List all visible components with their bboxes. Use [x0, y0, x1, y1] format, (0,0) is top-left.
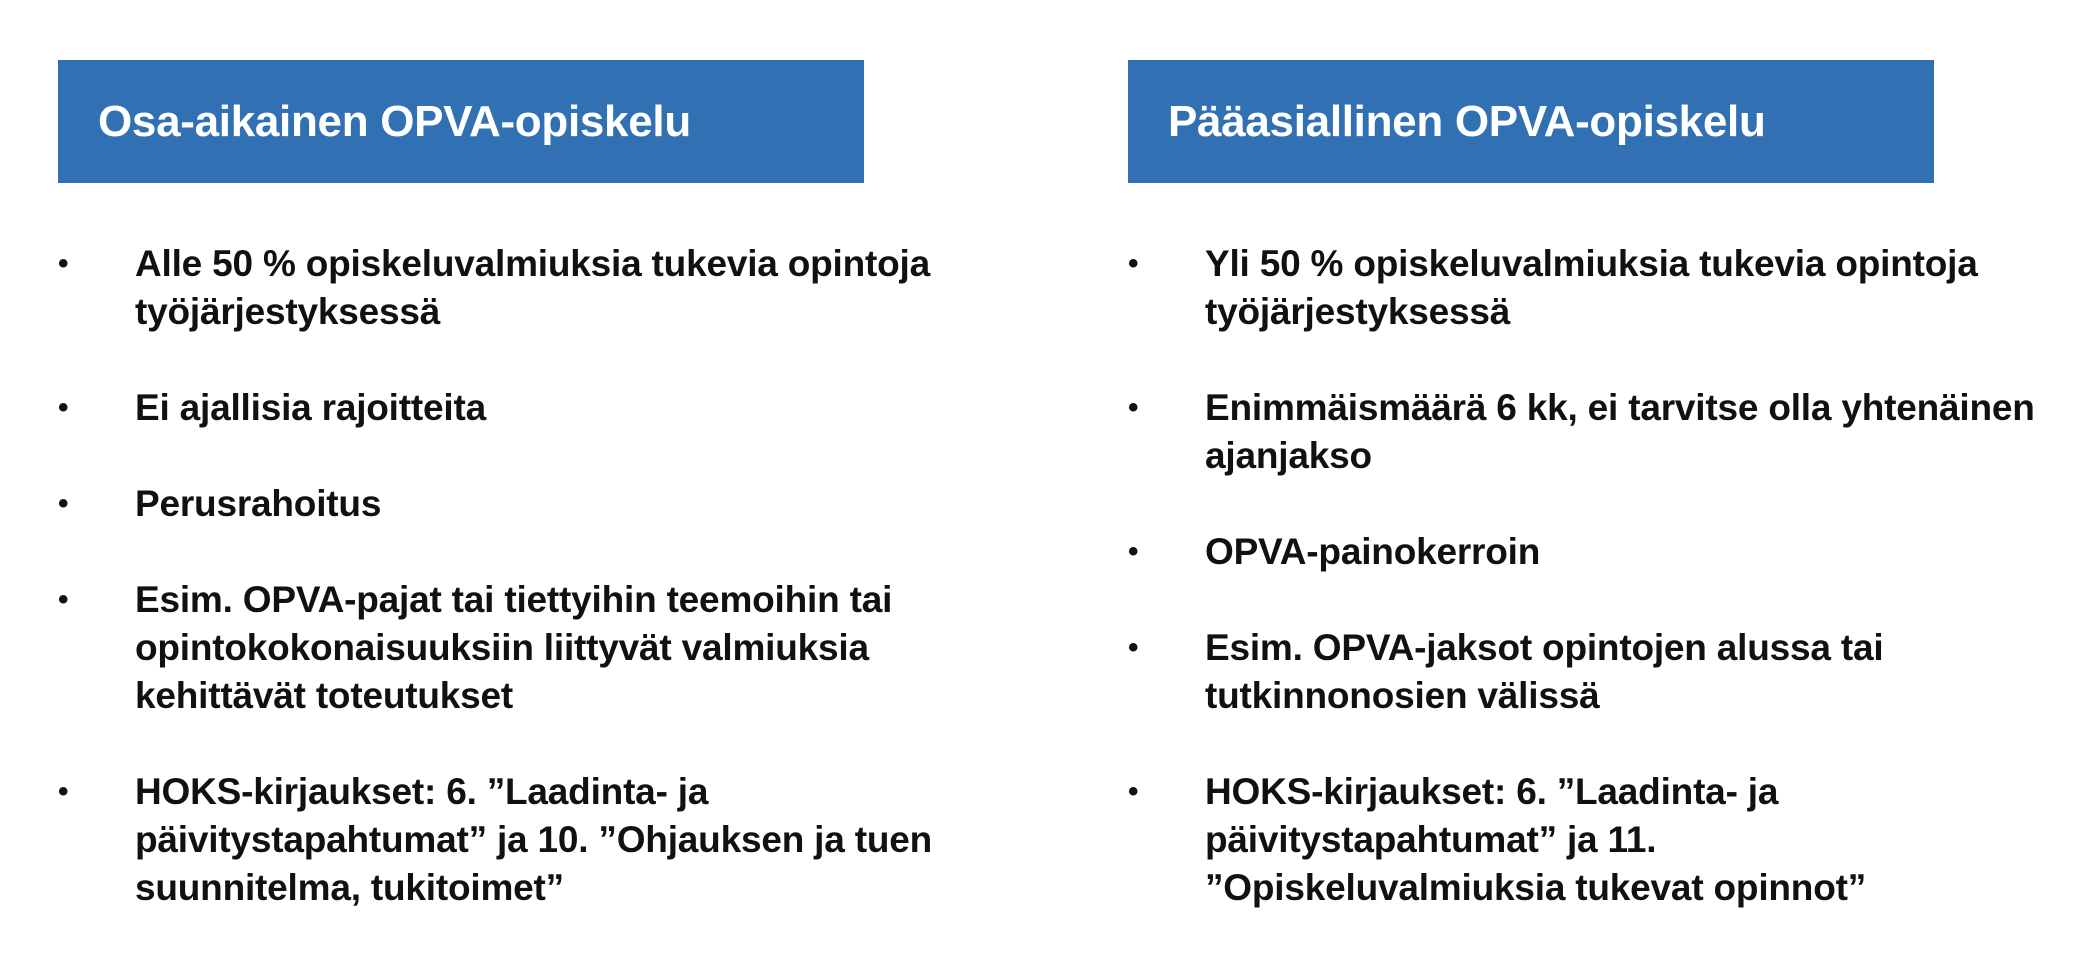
- bullet-text: Enimmäismäärä 6 kk, ei tarvitse olla yhtenäinen ajanjakso: [1205, 387, 2035, 476]
- bullet-icon: •: [58, 391, 69, 424]
- bullet-icon: •: [1128, 535, 1139, 568]
- right-column: [1128, 60, 2088, 912]
- bullet-text: Yli 50 % opiskeluvalmiuksia tukevia opintoja työjärjestyksessä: [1205, 243, 1978, 332]
- list-item: [58, 480, 1018, 528]
- bullet-icon: •: [1128, 631, 1139, 664]
- bullet-text: HOKS-kirjaukset: 6. ”Laadinta- ja päivitystapahtumat” ja 11. ”Opiskeluvalmiuksia tukevat opinnot”: [1205, 771, 1867, 908]
- bullet-icon: •: [1128, 775, 1139, 808]
- right-bullet-list: [1128, 240, 2088, 912]
- list-item: [58, 768, 1018, 912]
- list-item: [58, 384, 1018, 432]
- list-item: [1128, 624, 2088, 720]
- list-item: [1128, 384, 2088, 480]
- list-item: [1128, 240, 2088, 336]
- left-header-title: Osa-aikainen OPVA-opiskelu: [98, 96, 691, 146]
- bullet-icon: •: [58, 583, 69, 616]
- bullet-text: Perusrahoitus: [135, 483, 382, 524]
- bullet-icon: •: [1128, 247, 1139, 280]
- bullet-text: OPVA-painokerroin: [1205, 531, 1541, 572]
- list-item: [58, 240, 1018, 336]
- bullet-icon: •: [58, 775, 69, 808]
- bullet-text: Esim. OPVA-pajat tai tiettyihin teemoihin tai opintokokonaisuuksiin liittyvät valmiuksia kehittävät toteutukset: [135, 579, 893, 716]
- left-bullet-list: [58, 240, 1018, 912]
- left-column: [58, 60, 1018, 912]
- bullet-icon: •: [58, 247, 69, 280]
- bullet-text: Ei ajallisia rajoitteita: [135, 387, 486, 428]
- bullet-text: HOKS-kirjaukset: 6. ”Laadinta- ja päivitystapahtumat” ja 10. ”Ohjauksen ja tuen suunnitelma, tukitoimet”: [135, 771, 933, 908]
- right-header-title: Pääasiallinen OPVA-opiskelu: [1168, 96, 1766, 146]
- bullet-icon: •: [58, 487, 69, 520]
- list-item: [58, 576, 1018, 720]
- right-header: [1128, 60, 1934, 183]
- left-header: [58, 60, 864, 183]
- list-item: [1128, 528, 2088, 576]
- bullet-text: Alle 50 % opiskeluvalmiuksia tukevia opintoja työjärjestyksessä: [135, 243, 931, 332]
- bullet-icon: •: [1128, 391, 1139, 424]
- bullet-text: Esim. OPVA-jaksot opintojen alussa tai tutkinnonosien välissä: [1205, 627, 1884, 716]
- list-item: [1128, 768, 2088, 912]
